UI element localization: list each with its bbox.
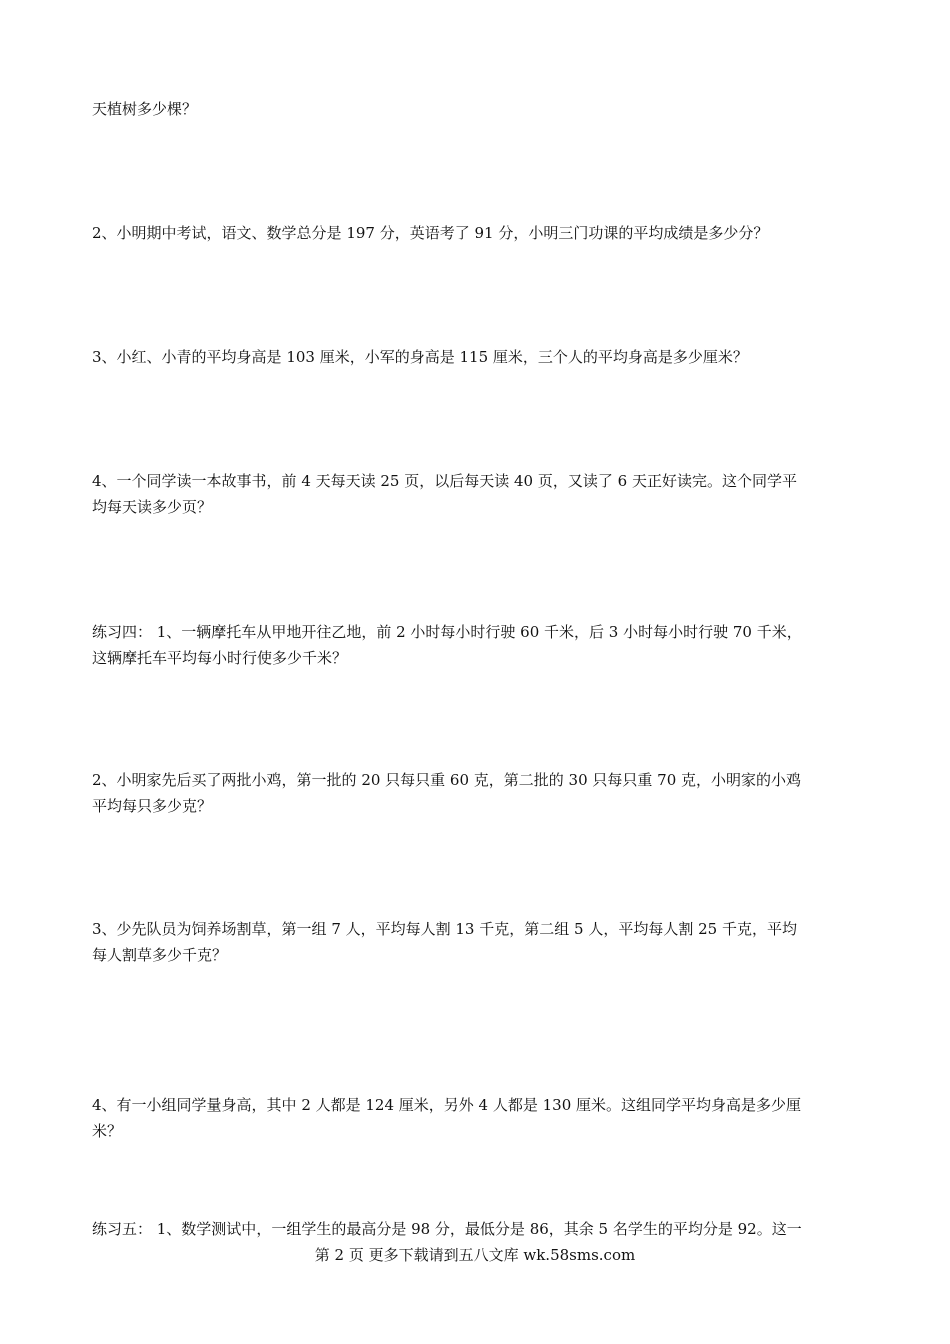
exercise3-question4-line1: 4、一个同学读一本故事书，前 4 天每天读 25 页，以后每天读 40 页，又读了 6 天正好读完。这个同学平	[92, 472, 797, 490]
exercise4-question1-line2: 这辆摩托车平均每小时行使多少千米？	[92, 649, 348, 667]
exercise4-question3-line1: 3、少先队员为饲养场割草，第一组 7 人，平均每人割 13 千克，第二组 5 人，平均每人割 25 千克，平均	[92, 920, 797, 938]
exercise4-question2-line1: 2、小明家先后买了两批小鸡，第一批的 20 只每只重 60 克，第二批的 30 只每只重 70 克，小明家的小鸡	[92, 771, 802, 789]
exercise4-question3-line2: 每人割草多少千克？	[92, 946, 228, 964]
exercise5-question1-line1: 练习五： 1、数学测试中，一组学生的最高分是 98 分，最低分是 86，其余 5 名学生的平均分是 92。这一	[92, 1220, 802, 1238]
exercise3-question4-line2: 均每天读多少页？	[92, 498, 213, 516]
exercise4-question1-line1: 练习四： 1、一辆摩托车从甲地开往乙地，前 2 小时每小时行驶 60 千米，后 3 小时每小时行驶 70 千米，	[92, 623, 802, 641]
exercise3-question2: 2、小明期中考试，语文、数学总分是 197 分，英语考了 91 分，小明三门功课的平均成绩是多少分？	[92, 224, 769, 242]
page-footer: 第 2 页 更多下载请到五八文库 wk.58sms.com	[314, 1246, 636, 1264]
exercise4-question4-line2: 米？	[92, 1122, 123, 1140]
continuation-text: 天植树多少棵？	[92, 100, 198, 118]
exercise3-question3: 3、小红、小青的平均身高是 103 厘米，小军的身高是 115 厘米，三个人的平均身高是多少厘米？	[92, 348, 748, 366]
exercise4-question2-line2: 平均每只多少克？	[92, 797, 213, 815]
exercise4-question4-line1: 4、有一小组同学量身高，其中 2 人都是 124 厘米，另外 4 人都是 130 厘米。这组同学平均身高是多少厘	[92, 1096, 802, 1114]
